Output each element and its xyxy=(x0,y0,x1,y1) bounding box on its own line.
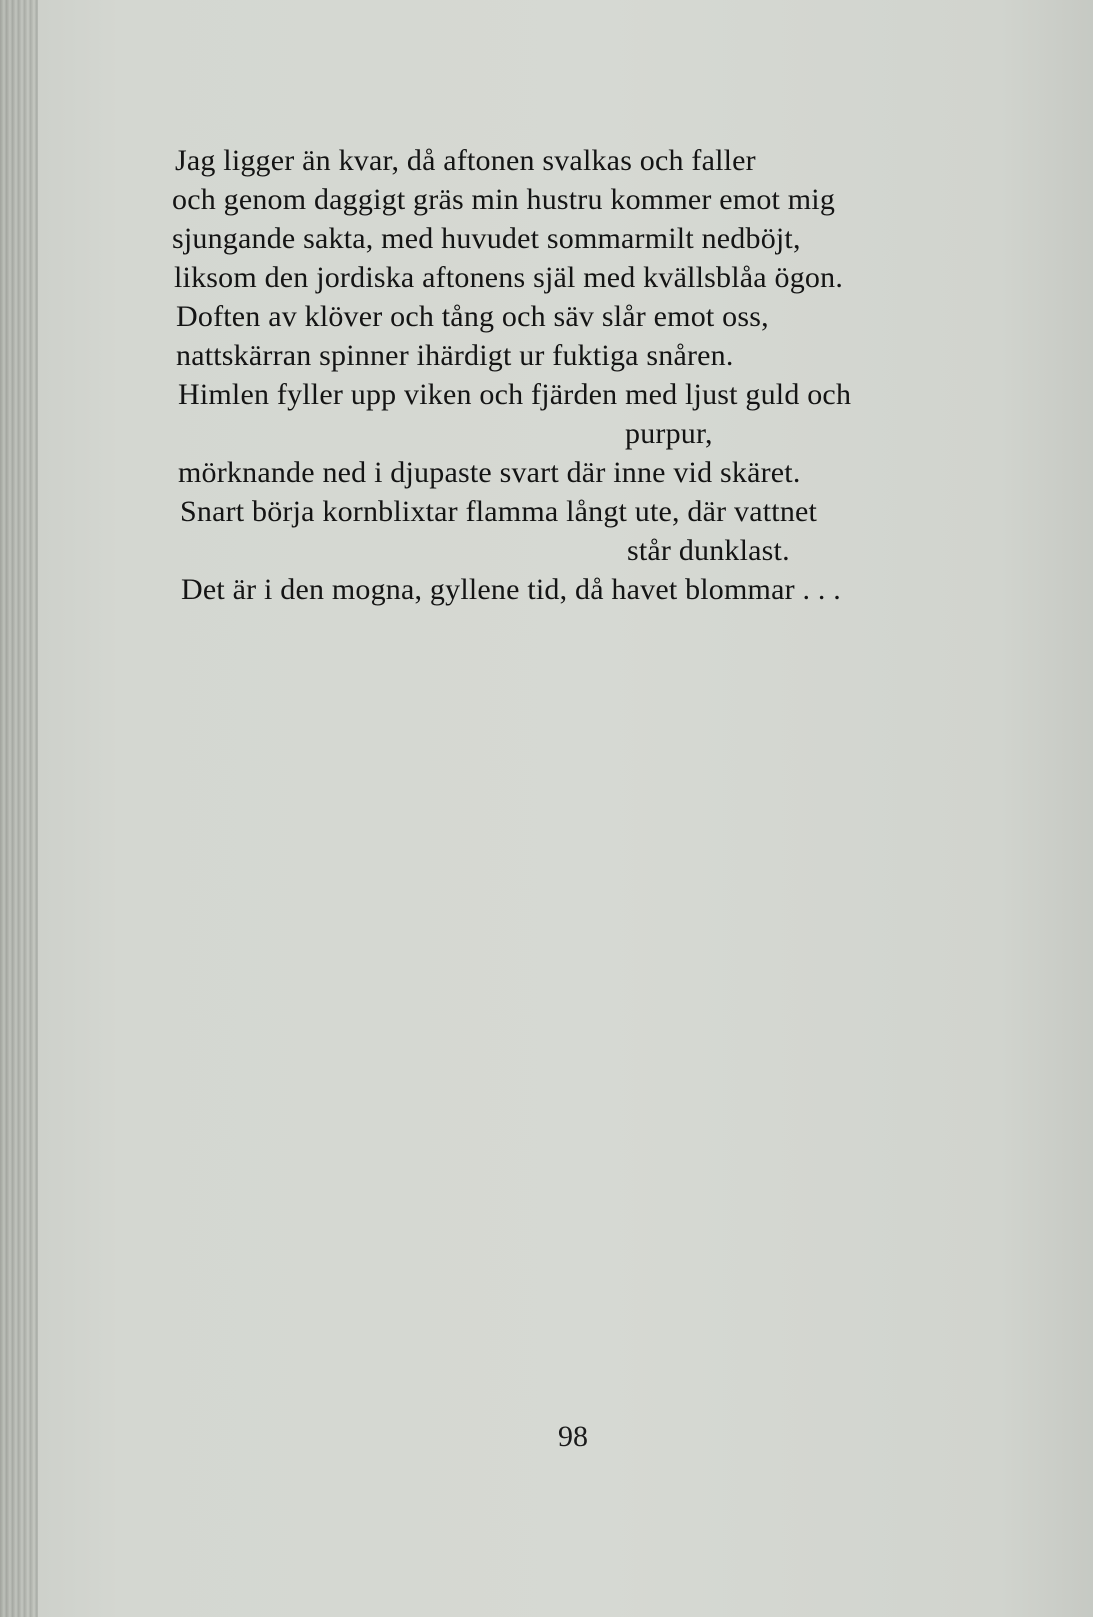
poem-line-10: Det är i den mogna, gyllene tid, då havet blommar . . . xyxy=(181,573,841,606)
poem-line-7: Himlen fyller upp viken och fjärden med ljust guld och xyxy=(178,378,852,411)
poem-line-6: nattskärran spinner ihärdigt ur fuktiga snåren. xyxy=(176,339,734,372)
poem-line-5: Doften av klöver och tång och säv slår emot oss, xyxy=(176,300,769,333)
poem-line-9: Snart börja kornblixtar flamma långt ute, där vattnet xyxy=(180,495,818,528)
poem-line-7-continuation: purpur, xyxy=(625,417,713,450)
poem-line-4: liksom den jordiska aftonens själ med kvällsblåa ögon. xyxy=(174,261,844,294)
poem-line-2: och genom daggigt gräs min hustru kommer emot mig xyxy=(172,183,836,216)
page-number: 98 xyxy=(558,1420,588,1453)
poem-line-1: Jag ligger än kvar, då aftonen svalkas och faller xyxy=(175,144,756,177)
poem-line-9-continuation: står dunklast. xyxy=(627,534,790,567)
poem-line-3: sjungande sakta, med huvudet sommarmilt nedböjt, xyxy=(172,222,801,255)
poem-line-8: mörknande ned i djupaste svart där inne vid skäret. xyxy=(178,456,801,489)
